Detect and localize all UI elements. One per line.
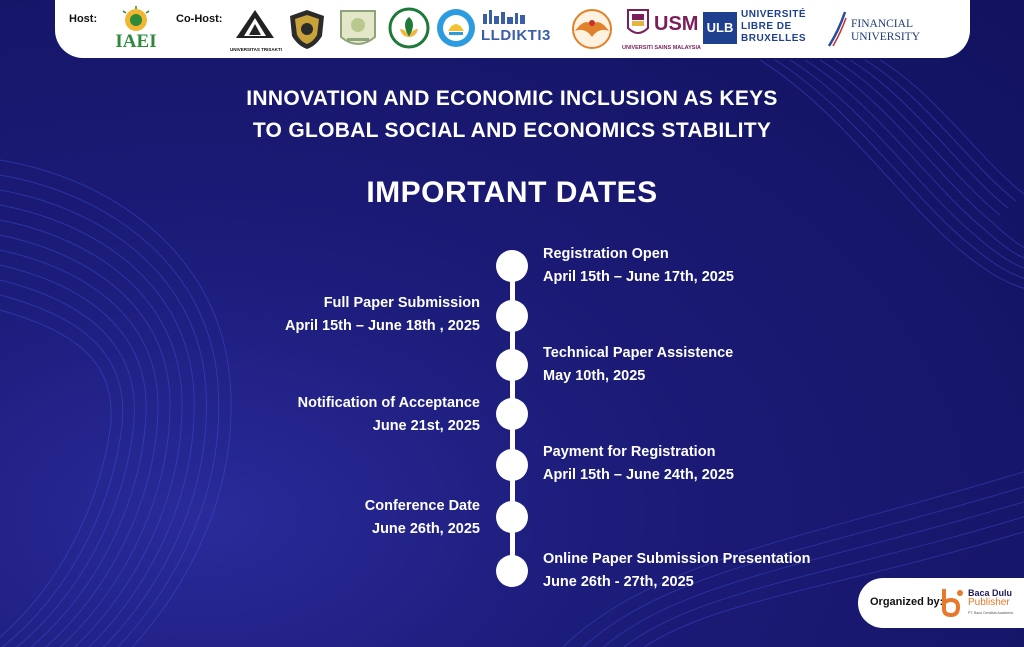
event-date: April 15th – June 24th, 2025 bbox=[543, 467, 734, 483]
organizer-name bbox=[968, 588, 1013, 618]
ulb-logo bbox=[703, 9, 833, 49]
timeline-node bbox=[496, 349, 528, 381]
conference-title-line-1: INNOVATION AND ECONOMIC INCLUSION AS KEYS bbox=[246, 87, 778, 110]
event-date: June 26th - 27th, 2025 bbox=[543, 574, 694, 590]
shield-crest-icon bbox=[286, 8, 328, 50]
host-label: Host: bbox=[69, 13, 98, 25]
university-crest-1-logo bbox=[286, 8, 328, 55]
event-title: Registration Open bbox=[543, 246, 669, 262]
trisakti-caption: UNIVERSITAS TRISAKTI bbox=[230, 47, 282, 52]
organizer-label: Organized by: bbox=[870, 596, 944, 608]
university-crest-2-logo bbox=[335, 7, 381, 56]
timeline-node bbox=[496, 555, 528, 587]
event-title: Technical Paper Assistence bbox=[543, 345, 734, 361]
tut-wuri-emblem-icon bbox=[435, 7, 477, 49]
badge-crest-icon bbox=[335, 7, 381, 51]
timeline-event-payment-for-registration bbox=[543, 441, 734, 487]
event-title: Notification of Acceptance bbox=[297, 395, 480, 411]
ulb-caption: UNIVERSITÉ LIBRE DE BRUXELLES bbox=[741, 9, 807, 44]
conference-title-line-2: TO GLOBAL SOCIAL AND ECONOMICS STABILITY bbox=[252, 119, 772, 142]
timeline-event-registration-open bbox=[543, 243, 734, 289]
important-dates-heading: IMPORTANT DATES bbox=[366, 176, 658, 209]
timeline-event-conference-date bbox=[365, 495, 480, 541]
usm-crest-icon bbox=[622, 6, 700, 40]
svg-text:USM: USM bbox=[654, 13, 699, 35]
logo-header-bar bbox=[55, 0, 970, 58]
organizer-tagline: PT. Baca Cendikia Academia bbox=[968, 611, 1013, 615]
financial-university-caption: FINANCIAL UNIVERSITY bbox=[851, 18, 920, 43]
tut-wuri-emblem-logo bbox=[435, 7, 477, 54]
ulb-box: ULB bbox=[703, 12, 737, 44]
timeline-node bbox=[496, 398, 528, 430]
event-title: Online Paper Submission Presentation bbox=[543, 551, 811, 567]
event-date: April 15th – June 17th, 2025 bbox=[543, 269, 734, 285]
financial-university-logo bbox=[827, 10, 937, 50]
event-date: April 15th – June 18th , 2025 bbox=[284, 318, 480, 334]
timeline-event-notification-of-acceptance bbox=[298, 392, 480, 438]
timeline-node bbox=[496, 250, 528, 282]
garuda-emblem-icon bbox=[567, 7, 617, 51]
trisakti-logo bbox=[230, 8, 280, 52]
usm-caption: UNIVERSITI SAINS MALAYSIA bbox=[622, 45, 701, 51]
leaf-emblem-icon bbox=[388, 7, 430, 49]
organizer-badge bbox=[858, 578, 1024, 628]
timeline-event-full-paper-submission bbox=[285, 292, 480, 338]
timeline-event-technical-paper-assistence bbox=[543, 342, 733, 388]
timeline-event-online-paper-submission-presentation bbox=[543, 548, 811, 594]
iaei-logo-text: IAEI bbox=[115, 31, 157, 52]
organizer-name-line-1: Baca Dulu bbox=[968, 588, 1013, 598]
event-title: Full Paper Submission bbox=[323, 295, 480, 311]
trisakti-emblem-icon bbox=[230, 8, 280, 42]
timeline-node bbox=[496, 449, 528, 481]
baca-dulu-logo-icon bbox=[940, 587, 966, 617]
usm-logo bbox=[622, 6, 700, 54]
city-skyline-icon bbox=[481, 8, 541, 24]
event-title: Payment for Registration bbox=[543, 444, 716, 460]
timeline-node bbox=[496, 501, 528, 533]
event-date: May 10th, 2025 bbox=[543, 368, 646, 384]
bird-emblem-logo bbox=[567, 7, 617, 56]
cohost-label: Co-Host: bbox=[176, 13, 223, 25]
event-date: June 26th, 2025 bbox=[372, 521, 480, 537]
event-title: Conference Date bbox=[364, 498, 480, 514]
organizer-name-line-2: Publisher bbox=[968, 597, 1010, 608]
event-date: June 21st, 2025 bbox=[372, 418, 480, 434]
iaei-logo bbox=[107, 6, 165, 52]
lldikti-caption: LLDIKTI3 bbox=[481, 27, 551, 44]
lldikti-logo bbox=[481, 8, 565, 50]
timeline-node bbox=[496, 300, 528, 332]
agriculture-emblem-logo bbox=[388, 7, 430, 54]
swoosh-icon bbox=[827, 10, 847, 48]
